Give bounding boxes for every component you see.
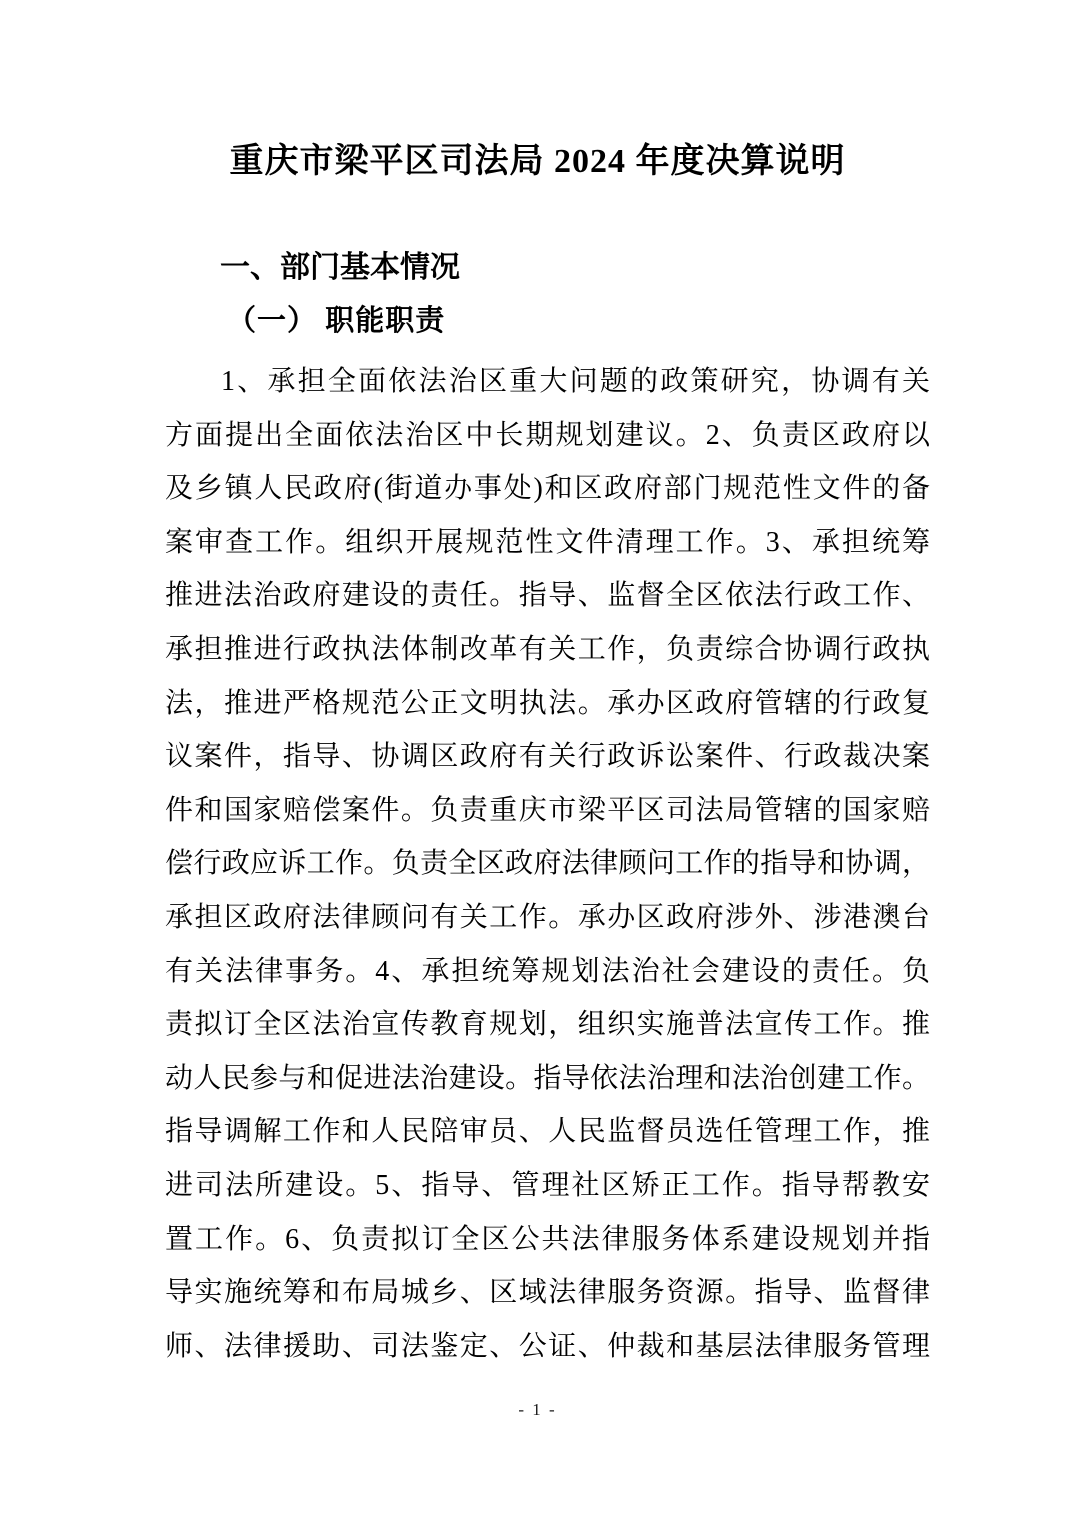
- document-title: 重庆市梁平区司法局 2024 年度决算说明: [229, 143, 846, 180]
- body-text-line: 件和国家赔偿案件。负责重庆市梁平区司法局管辖的国家赔: [165, 794, 930, 826]
- body-text-line: 承担区政府法律顾问有关工作。承办区政府涉外、涉港澳台: [165, 901, 930, 933]
- body-text-line: 师、法律援助、司法鉴定、公证、仲裁和基层法律服务管理: [165, 1330, 930, 1362]
- body-text-line: 1、承担全面依法治区重大问题的政策研究，协调有关: [221, 366, 930, 397]
- body-text-line: 偿行政应诉工作。负责全区政府法律顾问工作的指导和协调，: [165, 848, 930, 880]
- body-text-line: 案审查工作。组织开展规范性文件清理工作。3、承担统筹: [165, 526, 930, 558]
- body-text-line: 指导调解工作和人民陪审员、人民监督员选任管理工作，推: [165, 1116, 930, 1148]
- body-text-line: 有关法律事务。4、承担统筹规划法治社会建设的责任。负: [165, 955, 930, 987]
- body-text-line: 及乡镇人民政府(街道办事处)和区政府部门规范性文件的备: [165, 473, 930, 505]
- body-text-line: 责拟订全区法治宣传教育规划，组织实施普法宣传工作。推: [165, 1009, 930, 1041]
- body-text-line: 推进法治政府建设的责任。指导、监督全区依法行政工作、: [165, 580, 930, 612]
- body-paragraph: [165, 355, 930, 1373]
- section-heading-basic-info: 一、部门基本情况: [220, 251, 460, 284]
- body-text-line: 进司法所建设。5、指导、管理社区矫正工作。指导帮教安: [165, 1169, 930, 1201]
- body-text-line: 动人民参与和促进法治建设。指导依法治理和法治创建工作。: [165, 1062, 930, 1094]
- body-text-line: 置工作。6、负责拟订全区公共法律服务体系建设规划并指: [165, 1223, 930, 1255]
- body-text-line: 方面提出全面依法治区中长期规划建议。2、负责区政府以: [165, 419, 930, 451]
- subsection-heading-duties: （一） 职能职责: [227, 305, 446, 337]
- page-number: - 1 -: [518, 1400, 557, 1419]
- body-text-line: 议案件，指导、协调区政府有关行政诉讼案件、行政裁决案: [165, 741, 930, 773]
- body-text-line: 承担推进行政执法体制改革有关工作，负责综合协调行政执: [165, 633, 930, 665]
- body-text-line: 法，推进严格规范公正文明执法。承办区政府管辖的行政复: [165, 687, 930, 719]
- body-text-line: 导实施统筹和布局城乡、区域法律服务资源。指导、监督律: [165, 1277, 930, 1309]
